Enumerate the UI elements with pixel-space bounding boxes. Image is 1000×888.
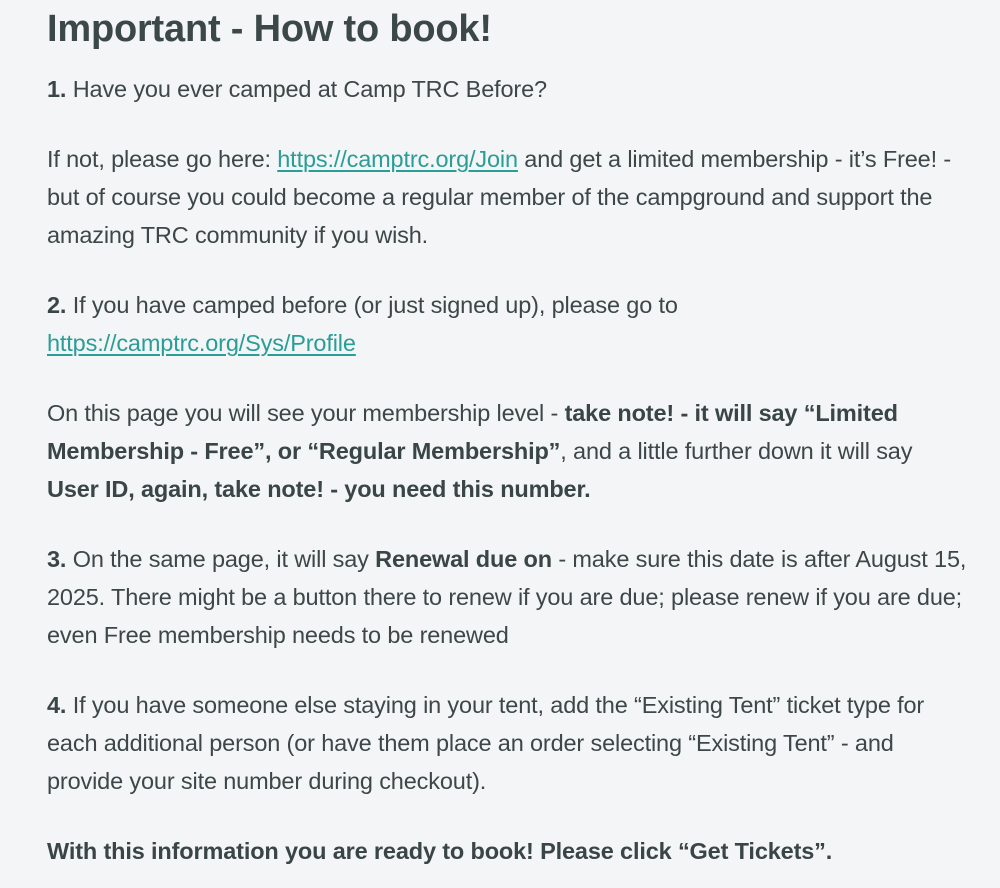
step-1-number: 1.: [47, 76, 67, 102]
membership-text-pre: On this page you will see your membership level -: [47, 400, 565, 426]
final-instruction: [47, 832, 970, 870]
page-title: Important - How to book!: [47, 8, 492, 50]
membership-note: take note! - it will say “Limited Membership - Free”, or “Regular Membership”: [47, 400, 898, 464]
step-4-paragraph: [47, 686, 970, 800]
profile-link[interactable]: https://camptrc.org/Sys/Profile: [47, 330, 356, 356]
step-3-paragraph: [47, 540, 970, 654]
step-3-text-post: - make sure this date is after August 15, 2025. There might be a button there to renew if you are due; please renew if you are due; even Free membership needs to be renewed: [47, 546, 967, 648]
membership-text-mid: , and a little further down it will say: [560, 438, 913, 464]
step-3-number: 3.: [47, 546, 67, 572]
join-paragraph: [47, 140, 970, 254]
join-text-pre: If not, please go here:: [47, 146, 278, 172]
renewal-due-label: Renewal due on: [375, 546, 552, 572]
step-3-text-pre: On the same page, it will say: [66, 546, 376, 572]
final-instruction-text: With this information you are ready to book! Please click “Get Tickets”.: [47, 838, 833, 864]
step-2-number: 2.: [47, 292, 67, 318]
step-2-text: If you have camped before (or just signed up), please go to: [66, 292, 678, 318]
join-link[interactable]: https://camptrc.org/Join: [277, 146, 518, 172]
step-1-paragraph: [47, 70, 970, 108]
user-id-note: User ID, again, take note! - you need this number.: [47, 476, 591, 502]
join-text-post: and get a limited membership - it’s Free! - but of course you could become a regular member of the campground and support the amazing TRC community if you wish.: [47, 146, 952, 248]
step-4-number: 4.: [47, 692, 67, 718]
step-2-paragraph: [47, 286, 970, 362]
step-1-text: Have you ever camped at Camp TRC Before?: [66, 76, 547, 102]
membership-paragraph: [47, 394, 970, 508]
step-4-text: If you have someone else staying in your tent, add the “Existing Tent” ticket type for each additional person (or have them place an order selecting “Existing Tent” - and provide your site number during checkout).: [47, 692, 925, 794]
